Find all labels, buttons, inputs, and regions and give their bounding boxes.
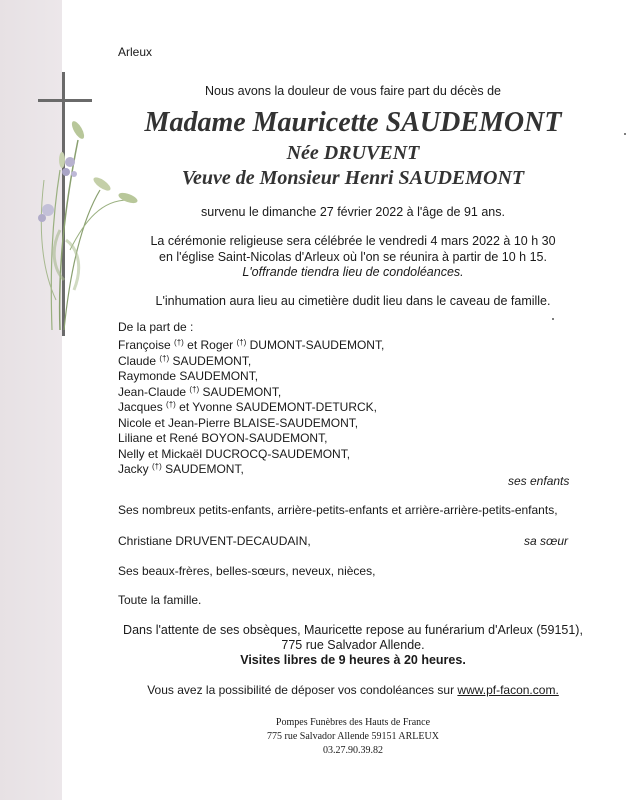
maiden-name: Née DRUVENT	[286, 142, 420, 164]
deceased-name: Madame Mauricette SAUDEMONT	[144, 107, 562, 138]
list-item: Claude (†) SAUDEMONT,	[118, 353, 252, 368]
whole-family: Toute la famille.	[118, 593, 202, 607]
children-list	[118, 338, 384, 478]
visiting-hours: Visites libres de 9 heures à 20 heures.	[240, 653, 466, 667]
intro-text: Nous avons la douleur de vous faire part du décès de	[204, 84, 502, 98]
death-date: survenu le dimanche 27 février 2022 à l'âge de 91 ans.	[201, 205, 505, 219]
list-item: Raymonde SAUDEMONT,	[118, 369, 259, 383]
list-item: Jean-Claude (†) SAUDEMONT,	[118, 384, 282, 399]
footer-address: 775 rue Salvador Allende 59151 ARLEUX	[267, 731, 439, 742]
grandchildren: Ses nombreux petits-enfants, arrière-petits-enfants et arrière-arrière-petits-enfants,	[118, 503, 558, 517]
list-item: Françoise (†) et Roger (†) DUMONT-SAUDEMONT,	[118, 338, 385, 352]
footer-company: Pompes Funèbres des Hauts de France	[275, 717, 431, 728]
list-item: Nelly et Mickaël DUCROCQ-SAUDEMONT,	[118, 446, 351, 461]
sister-name: Christiane DRUVENT-DECAUDAIN,	[118, 534, 311, 548]
burial-info: L'inhumation aura lieu au cimetière dudit lieu dans le caveau de famille.	[155, 294, 551, 308]
condolences-link[interactable]: www.pf-facon.com.	[457, 683, 559, 697]
scan-speck	[624, 133, 626, 135]
ceremony-line-1: La cérémonie religieuse sera célébrée le vendredi 4 mars 2022 à 10 h 30	[150, 234, 556, 248]
condolences-line	[62, 683, 644, 698]
offering-note: L'offrande tiendra lieu de condoléances.	[242, 265, 464, 279]
viewing-line-1: Dans l'attente de ses obsèques, Mauricette repose au funérarium d'Arleux (59151),	[123, 623, 583, 637]
widow-of: Veuve de Monsieur Henri SAUDEMONT	[181, 167, 525, 189]
in-laws: Ses beaux-frères, belles-sœurs, neveux, nièces,	[118, 564, 376, 578]
condolences-text: Vous avez la possibilité de déposer vos condoléances sur	[147, 683, 458, 697]
ceremony-line-2: en l'église Saint-Nicolas d'Arleux où l'on se réunira à partir de 10 h 15.	[159, 250, 547, 264]
children-label: ses enfants	[508, 474, 570, 488]
sister-label: sa sœur	[524, 534, 569, 548]
scan-speck	[552, 318, 554, 320]
list-item: Jacques (†) et Yvonne SAUDEMONT-DETURCK,	[118, 400, 377, 414]
viewing-line-2: 775 rue Salvador Allende.	[281, 638, 425, 652]
footer-phone: 03.27.90.39.82	[323, 745, 383, 756]
family-intro: De la part de :	[118, 320, 194, 334]
location: Arleux	[118, 45, 153, 59]
list-item: Jacky (†) SAUDEMONT,	[118, 462, 244, 476]
list-item: Nicole et Jean-Pierre BLAISE-SAUDEMONT,	[118, 415, 359, 430]
list-item: Liliane et René BOYON-SAUDEMONT,	[118, 431, 328, 445]
